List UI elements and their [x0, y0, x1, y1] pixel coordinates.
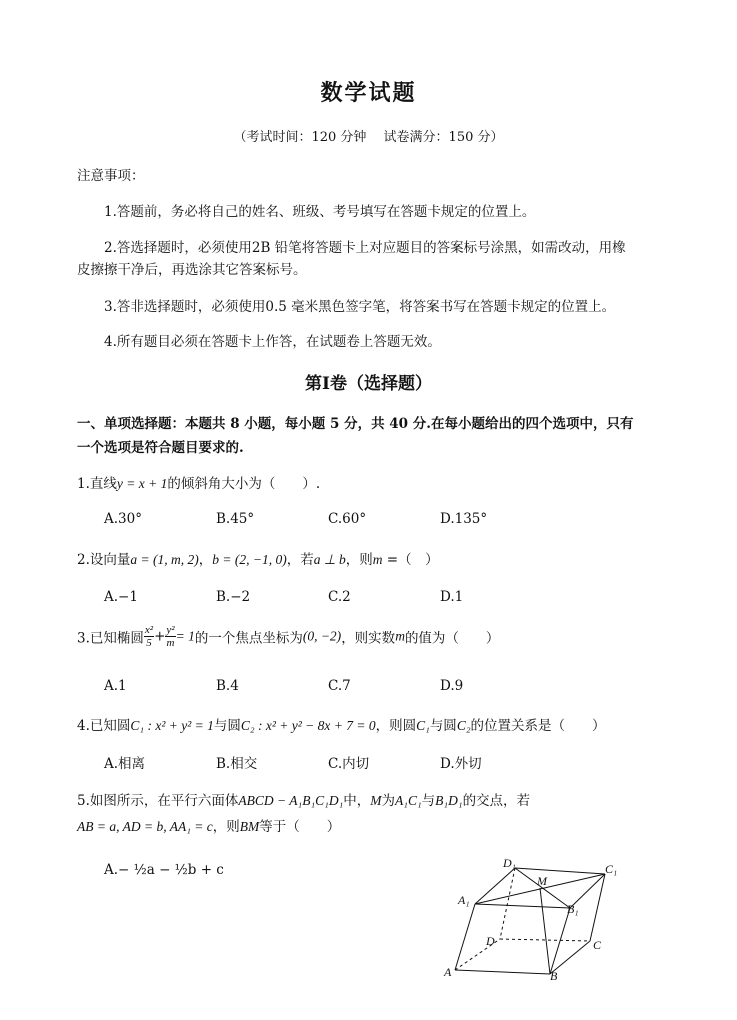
q3-option-c: C.7	[328, 678, 351, 694]
question-5	[77, 789, 530, 809]
edge-d1c1	[515, 868, 605, 874]
segment-bm	[540, 888, 550, 974]
q4-option-b: B.相交	[216, 756, 258, 772]
section-instruction-1: 一、单项选择题：本题共 8 小题，每小题 5 分，共 40 分.在每小题给出的四个选项中，只有	[77, 416, 634, 432]
parallelepiped-figure	[440, 852, 630, 987]
q1-option-b: B.45°	[216, 511, 255, 527]
exam-info: （考试时间：120 分钟 试卷满分：150 分）	[233, 130, 504, 145]
q2-prefix: 2.设向量	[77, 552, 131, 568]
q2-math-b: b = (2, −1, 0)	[212, 552, 287, 567]
q4-option-c: C.内切	[328, 756, 370, 772]
q5-vectors: AB = a, AD = b, AA₁ = c	[77, 819, 213, 834]
q5-mid: 中，	[343, 793, 371, 809]
label-b: B	[550, 969, 558, 983]
label-d1: D₁	[503, 856, 516, 870]
label-a: A	[444, 965, 452, 979]
question-3	[77, 624, 499, 649]
edge-dc-hidden	[500, 939, 590, 941]
q4-c2: C₂	[456, 718, 471, 733]
q4-c1: C₁	[416, 718, 430, 733]
q2-option-d: D.1	[440, 589, 464, 605]
q2-suffix: =（ ）	[382, 552, 439, 568]
q5-prefix: 5.如图所示，在平行六面体	[77, 793, 239, 809]
label-d: D	[486, 934, 495, 948]
edge-aa1	[455, 904, 475, 970]
q2-math-m: m	[372, 552, 383, 567]
q1-option-c: C.60°	[328, 511, 367, 527]
q4-mid: 与圆	[213, 718, 241, 734]
q3-fraction-y: $\frac{\text{y²}}{m}$	[166, 624, 175, 649]
q5-bd: B₁D₁	[435, 793, 463, 808]
edge-bb1	[550, 908, 570, 974]
q5-mid3: 与	[421, 793, 436, 809]
q3-mid: 的一个焦点坐标为	[194, 630, 303, 647]
q4-option-d: D.外切	[440, 756, 482, 772]
q5-bm: BM	[239, 819, 260, 834]
notice-heading: 注意事项：	[77, 168, 145, 184]
notice-item-2: 2.答选择题时，必须使用2B 铅笔将答题卡上对应题目的答案标号涂黑，如需改动，用橡	[104, 240, 626, 256]
section-instruction-2: 一个选项是符合题目要求的.	[77, 440, 244, 456]
q4-option-a: A.相离	[104, 756, 146, 772]
edge-cc1	[590, 874, 605, 941]
label-c: C	[593, 938, 602, 952]
notice-item-2-cont: 皮擦擦干净后，再选涂其它答案标号。	[77, 262, 307, 278]
question-5-line-2	[77, 815, 340, 835]
label-a1: A₁	[458, 893, 470, 907]
q3-plus: +	[154, 628, 166, 645]
label-c1: C₁	[605, 862, 618, 876]
q4-mid2: ，则圆	[375, 718, 417, 734]
q2-mid2: ，则	[345, 552, 373, 568]
q2-option-a: A.−1	[104, 589, 138, 605]
q4-circle-1: C₁ : x² + y² = 1	[130, 718, 214, 733]
q3-option-d: D.9	[440, 678, 464, 694]
q4-suffix: 的位置关系是（ ）	[470, 718, 606, 734]
edge-dd1-hidden	[500, 868, 515, 939]
q1-suffix: 的倾斜角大小为（ ）.	[167, 476, 321, 492]
q1-prefix: 1.直线	[77, 476, 117, 492]
q3-var: m	[395, 628, 405, 644]
edge-b1a1	[475, 904, 570, 908]
section-title: 第Ⅰ卷（选择题）	[305, 374, 432, 394]
label-m: M	[537, 874, 547, 888]
q3-option-b: B.4	[216, 678, 239, 694]
q5-m: M	[370, 793, 382, 808]
q3-equals: = 1	[175, 628, 195, 644]
q1-option-a: A.30°	[104, 511, 142, 527]
label-b1: B₁	[567, 902, 579, 916]
q2-mid: ，若	[286, 552, 314, 568]
notice-item-1: 1.答题前，务必将自己的姓名、班级、考号填写在答题卡规定的位置上。	[104, 204, 536, 220]
q4-circle-2: C₂ : x² + y² − 8x + 7 = 0	[240, 718, 376, 733]
edge-ab	[455, 970, 550, 974]
question-2	[77, 548, 439, 568]
q5-solid: ABCD − A₁B₁C₁D₁	[238, 793, 344, 808]
q3-prefix: 3.已知椭圆	[77, 630, 144, 647]
q5-line2-suffix: 等于（ ）	[259, 819, 341, 835]
q1-option-d: D.135°	[440, 511, 488, 527]
q4-mid3: 与圆	[429, 718, 457, 734]
q2-option-c: C.2	[328, 589, 351, 605]
question-4	[77, 714, 606, 734]
q5-ac: A₁C₁	[395, 793, 422, 808]
q2-sep: ，	[198, 552, 213, 568]
q2-math-a: a = (1, m, 2)	[130, 552, 199, 567]
notice-item-4: 4.所有题目必须在答题卡上作答，在试题卷上答题无效。	[104, 334, 441, 350]
question-1	[77, 472, 320, 492]
q2-math-perp: a ⊥ b	[313, 552, 346, 567]
q3-option-a: A.1	[104, 678, 127, 694]
q3-fraction-x: $\frac{\text{x²}}{5}$	[144, 624, 154, 649]
notice-item-3: 3.答非选择题时，必须使用0.5 毫米黑色签字笔，将答案书写在答题卡规定的位置上。	[104, 299, 616, 315]
q5-option-a: A.− ½a − ½b + c	[104, 862, 224, 878]
q5-line2-mid: ，则	[212, 819, 240, 835]
q3-suffix: 的值为（ ）	[404, 630, 500, 647]
q1-math: y = x + 1	[116, 476, 168, 491]
page-title: 数学试题	[320, 80, 417, 106]
q4-prefix: 4.已知圆	[77, 718, 131, 734]
q5-suffix: 的交点，若	[462, 793, 531, 809]
q3-mid2: ，则实数	[341, 630, 396, 647]
q3-point: (0, −2)	[302, 628, 342, 644]
q5-mid2: 为	[381, 793, 396, 809]
q2-option-b: B.−2	[216, 589, 251, 605]
